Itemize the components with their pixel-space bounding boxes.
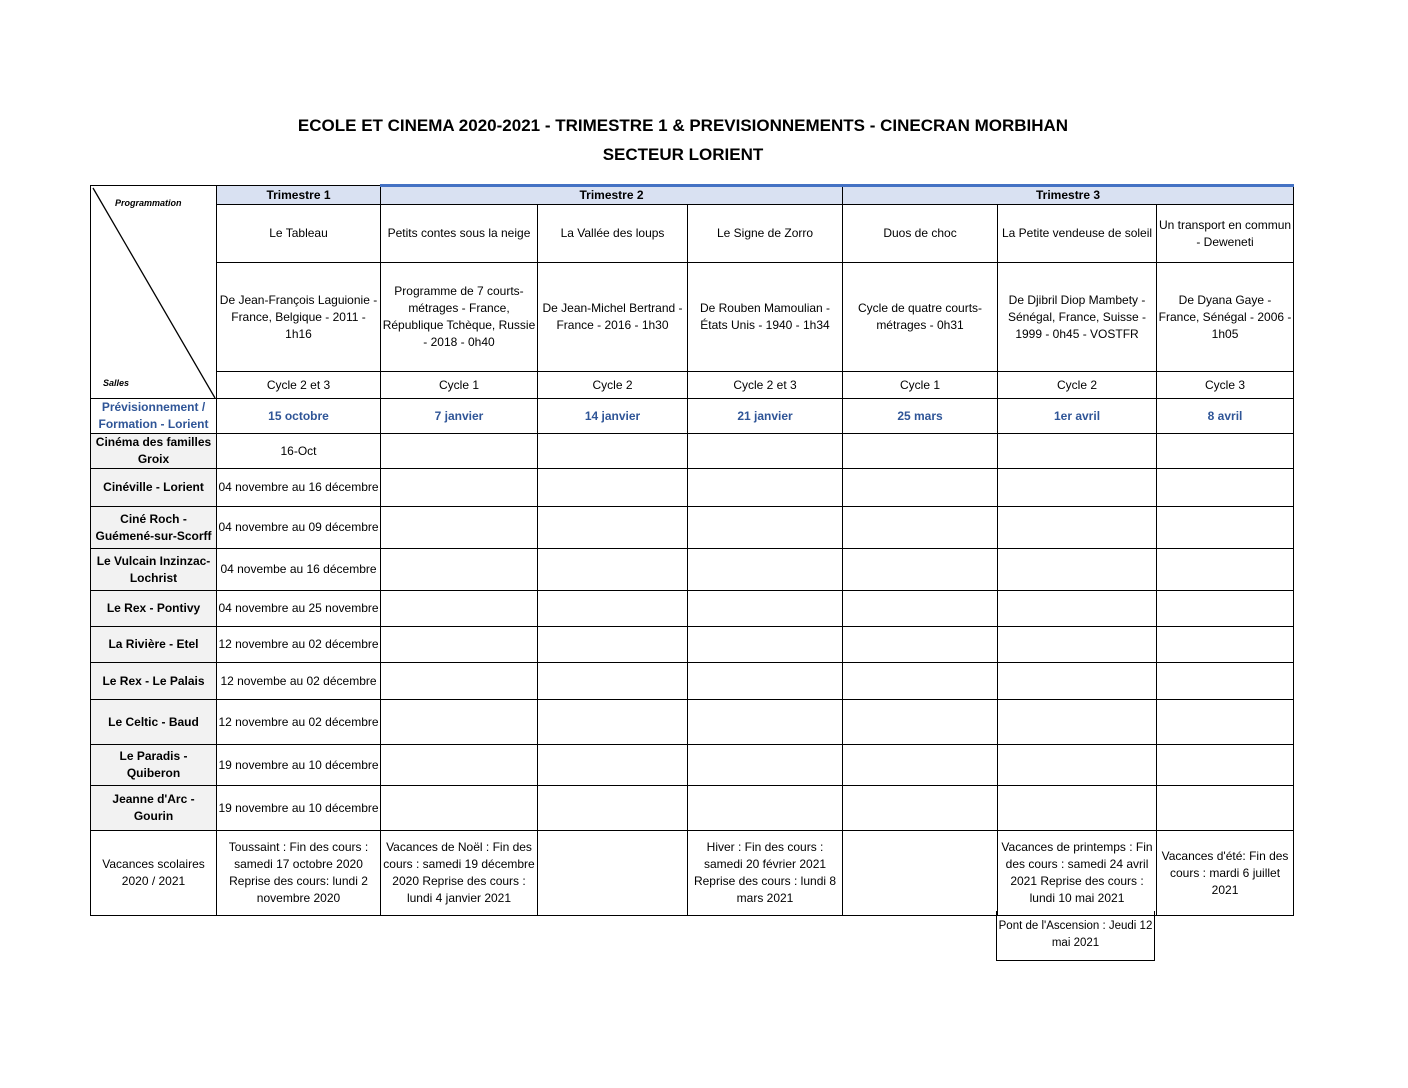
- vacances-row: [91, 831, 1294, 916]
- film-description: De Jean-Michel Bertrand - France - 2016 - 1h30: [538, 263, 688, 372]
- venue-dates: 19 novembre au 10 décembre: [217, 745, 381, 786]
- vacances-toussaint: Toussaint : Fin des cours : samedi 17 octobre 2020 Reprise des cours: lundi 2 novembre 2020: [217, 831, 381, 916]
- trimester-3-header: Trimestre 3: [843, 186, 1294, 205]
- diagonal-divider: [91, 186, 217, 399]
- venue-row: [91, 591, 1294, 627]
- previsionnement-date: 21 janvier: [688, 399, 843, 434]
- venue-dates: 04 novembre au 16 décembre: [217, 469, 381, 507]
- film-cycle: Cycle 1: [843, 372, 998, 399]
- page-subtitle: SECTEUR LORIENT: [602, 145, 764, 164]
- vacances-ete: Vacances d'été: Fin des cours : mardi 6 juillet 2021: [1157, 831, 1294, 916]
- venue-row: [91, 549, 1294, 591]
- venue-name: La Rivière - Etel: [91, 627, 217, 663]
- venue-row: [91, 507, 1294, 549]
- venue-name: Jeanne d'Arc - Gourin: [91, 786, 217, 831]
- film-title: Petits contes sous la neige: [381, 205, 538, 263]
- film-description: De Djibril Diop Mambety - Sénégal, France, Suisse - 1999 - 0h45 - VOSTFR: [998, 263, 1157, 372]
- film-title: Le Tableau: [217, 205, 381, 263]
- venue-dates: 19 novembre au 10 décembre: [217, 786, 381, 831]
- venue-name: Cinéma des familles Groix: [91, 434, 217, 469]
- film-title: La Petite vendeuse de soleil: [998, 205, 1157, 263]
- table-corner-header: [91, 186, 217, 399]
- venue-name: Ciné Roch - Guémené-sur-Scorff: [91, 507, 217, 549]
- venue-row: [91, 663, 1294, 700]
- film-description: Cycle de quatre courts-métrages - 0h31: [843, 263, 998, 372]
- previsionnement-date: 8 avril: [1157, 399, 1294, 434]
- film-title: Duos de choc: [843, 205, 998, 263]
- film-cycle: Cycle 2: [538, 372, 688, 399]
- film-title: Le Signe de Zorro: [688, 205, 843, 263]
- venue-row: [91, 700, 1294, 745]
- venue-dates: 12 novembre au 02 décembre: [217, 627, 381, 663]
- film-title: La Vallée des loups: [538, 205, 688, 263]
- venue-row: [91, 745, 1294, 786]
- salles-label: Salles: [103, 378, 130, 388]
- trimester-2-header: Trimestre 2: [381, 186, 843, 205]
- vacances-printemps: Vacances de printemps : Fin des cours : samedi 24 avril 2021 Reprise des cours : lundi 10 mai 2021: [998, 831, 1157, 916]
- venue-row: [91, 786, 1294, 831]
- venue-name: Le Rex - Pontivy: [91, 591, 217, 627]
- trimester-1-header: Trimestre 1: [217, 186, 381, 205]
- previsionnement-date: 1er avril: [998, 399, 1157, 434]
- venue-row: [91, 627, 1294, 663]
- film-title: Un transport en commun - Deweneti: [1157, 205, 1294, 263]
- venue-name: Cinéville - Lorient: [91, 469, 217, 507]
- film-cycle: Cycle 2: [998, 372, 1157, 399]
- venue-dates: 16-Oct: [217, 434, 381, 469]
- schedule-table: [90, 184, 1294, 916]
- venue-name: Le Rex - Le Palais: [91, 663, 217, 700]
- previsionnement-date: 25 mars: [843, 399, 998, 434]
- previsionnement-label: Prévisionnement / Formation - Lorient: [91, 399, 217, 434]
- previsionnement-date: 7 janvier: [381, 399, 538, 434]
- vacances-noel: Vacances de Noël : Fin des cours : samedi 19 décembre 2020 Reprise des cours : lundi 4 janvier 2021: [381, 831, 538, 916]
- vacances-ascension: Pont de l'Ascension : Jeudi 12 mai 2021: [996, 911, 1155, 961]
- film-description: Programme de 7 courts-métrages - France, République Tchèque, Russie - 2018 - 0h40: [381, 263, 538, 372]
- film-description: De Rouben Mamoulian - États Unis - 1940 - 1h34: [688, 263, 843, 372]
- film-cycle: Cycle 3: [1157, 372, 1294, 399]
- film-description: De Dyana Gaye - France, Sénégal - 2006 - 1h05: [1157, 263, 1294, 372]
- venue-dates: 12 novembre au 02 décembre: [217, 700, 381, 745]
- film-cycle: Cycle 2 et 3: [688, 372, 843, 399]
- film-cycle: Cycle 2 et 3: [217, 372, 381, 399]
- venue-name: Le Paradis - Quiberon: [91, 745, 217, 786]
- venue-dates: 12 novembe au 02 décembre: [217, 663, 381, 700]
- venue-name: Le Celtic - Baud: [91, 700, 217, 745]
- venue-row: [91, 434, 1294, 469]
- film-description: De Jean-François Laguionie - France, Belgique - 2011 - 1h16: [217, 263, 381, 372]
- vacances-hiver: Hiver : Fin des cours : samedi 20 février 2021 Reprise des cours : lundi 8 mars 2021: [688, 831, 843, 916]
- previsionnement-date: 15 octobre: [217, 399, 381, 434]
- venue-dates: 04 novembre au 09 décembre: [217, 507, 381, 549]
- venue-name: Le Vulcain Inzinzac-Lochrist: [91, 549, 217, 591]
- venue-dates: 04 novembe au 16 décembre: [217, 549, 381, 591]
- vacances-label: Vacances scolaires 2020 / 2021: [91, 831, 217, 916]
- venue-row: [91, 469, 1294, 507]
- venue-dates: 04 novembre au 25 novembre: [217, 591, 381, 627]
- film-cycle: Cycle 1: [381, 372, 538, 399]
- page-title: ECOLE ET CINEMA 2020-2021 - TRIMESTRE 1 & PREVISIONNEMENTS - CINECRAN MORBIHAN: [297, 116, 1069, 135]
- programmation-label: Programmation: [115, 198, 182, 208]
- previsionnement-date: 14 janvier: [538, 399, 688, 434]
